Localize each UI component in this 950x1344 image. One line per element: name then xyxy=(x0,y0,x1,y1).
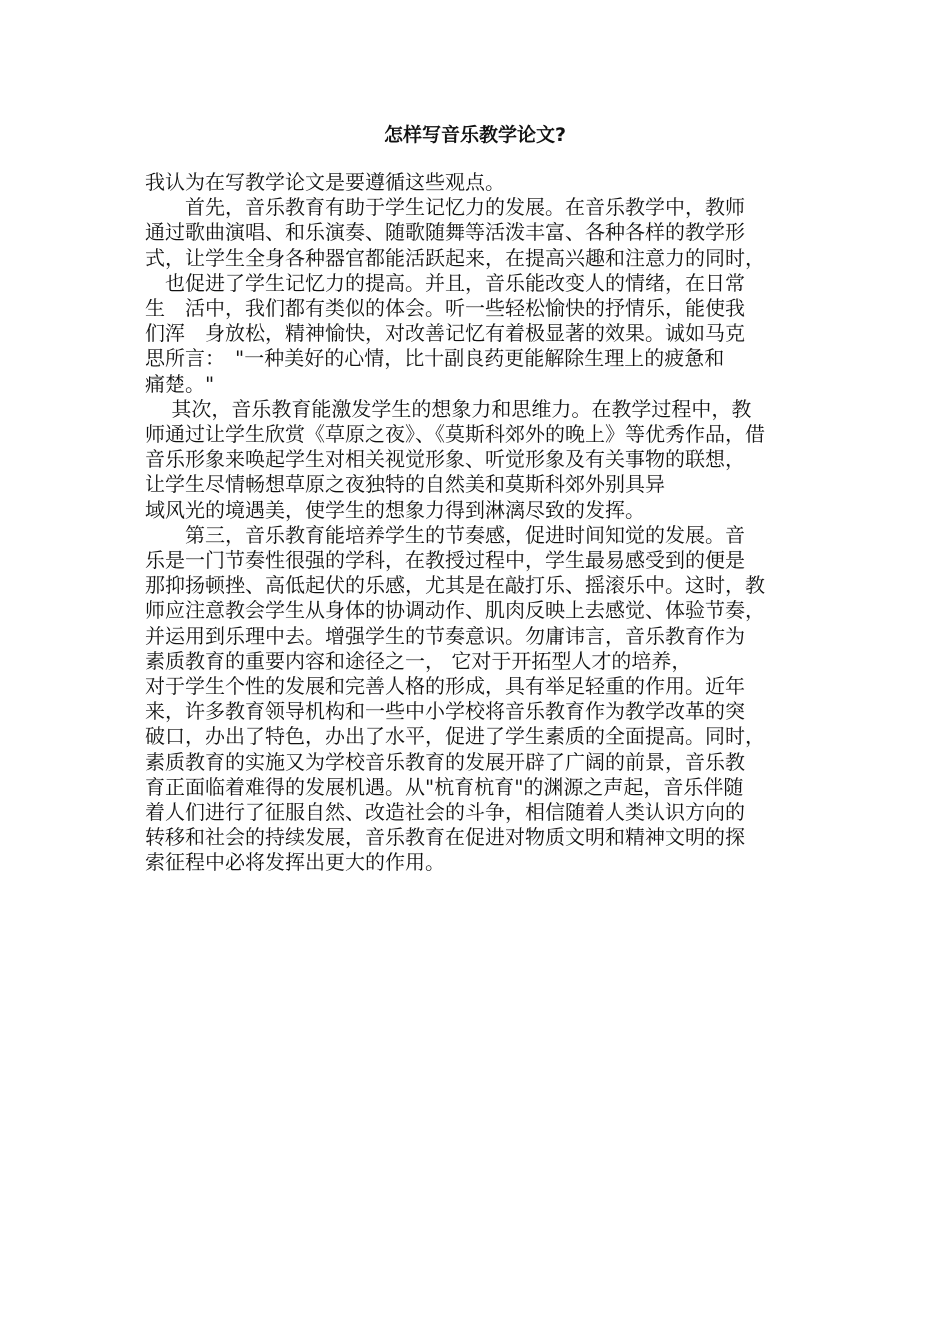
text-line: 来，许多教育领导机构和一些中小学校将音乐教育作为教学改革的突 xyxy=(145,699,745,724)
text-line: 素质教育的重要内容和途径之一， 它对于开拓型人才的培养， xyxy=(145,648,692,673)
text-line: 通过歌曲演唱、和乐演奏、随歌随舞等活泼丰富、各种各样的教学形 xyxy=(145,220,745,245)
text-line: 师应注意教会学生从身体的协调动作、肌肉反映上去感觉、体验节奏， xyxy=(145,598,765,623)
text-line: 着人们进行了征服自然、改造社会的斗争，相信随着人类认识方向的 xyxy=(145,800,745,825)
text-line: 式，让学生全身各种器官都能活跃起来，在提高兴趣和注意力的同时， xyxy=(145,245,765,270)
text-line: 对于学生个性的发展和完善人格的形成，具有举足轻重的作用。近年 xyxy=(145,674,745,699)
text-line: 痛楚。" xyxy=(145,371,215,396)
text-line: 素质教育的实施又为学校音乐教育的发展开辟了广阔的前景，音乐教 xyxy=(145,749,745,774)
text-line: 其次，音乐教育能激发学生的想象力和思维力。在教学过程中，教 xyxy=(145,396,752,421)
text-line: 乐是一门节奏性很强的学科，在教授过程中，学生最易感受到的便是 xyxy=(145,548,745,573)
text-line: 破口，办出了特色，办出了水平，促进了学生素质的全面提高。同时， xyxy=(145,724,765,749)
text-line: 索征程中必将发挥出更大的作用。 xyxy=(145,850,445,875)
text-line: 让学生尽情畅想草原之夜独特的自然美和莫斯科郊外别具异 xyxy=(145,472,665,497)
text-line: 转移和社会的持续发展，音乐教育在促进对物质文明和精神文明的探 xyxy=(145,825,745,850)
text-line: 思所言： "一种美好的心情，比十副良药更能解除生理上的疲惫和 xyxy=(145,346,725,371)
text-line: 师通过让学生欣赏《草原之夜》、《莫斯科郊外的晚上》等优秀作品，借 xyxy=(145,422,765,447)
text-line: 第三，音乐教育能培养学生的节奏感，促进时间知觉的发展。音 xyxy=(145,522,745,547)
text-line: 我认为在写教学论文是要遵循这些观点。 xyxy=(145,170,505,194)
text-line: 生 活中，我们都有类似的体会。听一些轻松愉快的抒情乐，能使我 xyxy=(145,296,745,321)
text-line: 并运用到乐理中去。增强学生的节奏意识。勿庸讳言，音乐教育作为 xyxy=(145,623,745,648)
text-line: 首先，音乐教育有助于学生记忆力的发展。在音乐教学中，教师 xyxy=(145,195,745,220)
text-line: 也促进了学生记忆力的提高。并且，音乐能改变人的情绪，在日常 xyxy=(145,270,745,295)
document-title: 怎样写音乐教学论文? xyxy=(383,124,567,146)
text-line: 们浑 身放松，精神愉快，对改善记忆有着极显著的效果。诚如马克 xyxy=(145,321,745,346)
document-body xyxy=(145,170,810,876)
text-line: 那抑扬顿挫、高低起伏的乐感，尤其是在敲打乐、摇滚乐中。这时，教 xyxy=(145,573,765,598)
text-line: 音乐形象来唤起学生对相关视觉形象、听觉形象及有关事物的联想， xyxy=(145,447,745,472)
text-line: 育正面临着难得的发展机遇。从"杭育杭育"的渊源之声起，音乐伴随 xyxy=(145,774,744,799)
text-line: 域风光的境遇美，使学生的想象力得到淋漓尽致的发挥。 xyxy=(145,497,645,522)
